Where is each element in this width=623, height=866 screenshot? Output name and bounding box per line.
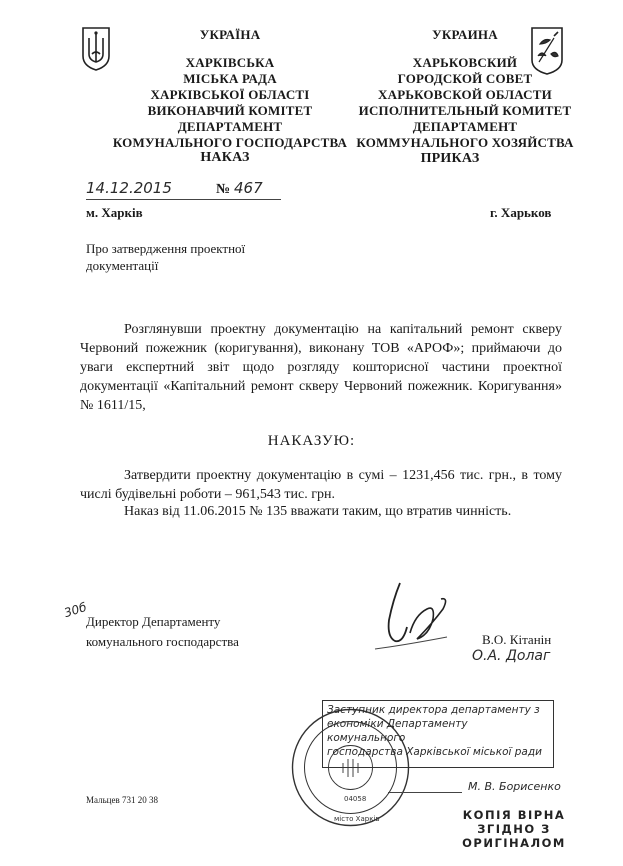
header-left-line: ХАРКІВСЬКОЇ ОБЛАСТІ <box>150 87 310 102</box>
seal-code: 04058 <box>344 795 367 803</box>
header-right <box>330 27 600 151</box>
copy-stamp-line: ОРИГІНАЛОМ <box>462 836 566 850</box>
order-date: 14.12.2015 <box>86 179 172 197</box>
order-word: НАКАЗУЮ: <box>267 433 356 449</box>
certifier-name: М. В. Борисенко <box>468 780 561 793</box>
director-signature <box>355 575 465 655</box>
header-right-line: ИСПОЛНИТЕЛЬНЫЙ КОМИТЕТ <box>358 103 572 118</box>
director-title-line: Директор Департаменту <box>86 614 221 629</box>
header-left-line: ВИКОНАВЧИЙ КОМІТЕТ <box>147 103 313 118</box>
certifier-signature-line <box>388 792 462 793</box>
margin-note: 30б <box>62 599 89 621</box>
director-title-line: комунального господарства <box>86 634 239 649</box>
header-left-line: ДЕПАРТАМЕНТ <box>177 119 283 134</box>
order-number-sign: № <box>216 182 231 197</box>
copy-stamp-line: ЗГІДНО З <box>477 822 551 836</box>
header-right-line: КОММУНАЛЬНОГО ХОЗЯЙСТВА <box>356 135 574 150</box>
director-title <box>86 612 239 652</box>
copy-stamp-line: КОПІЯ ВІРНА <box>462 808 566 822</box>
header-right-line: ХАРЬКОВСКИЙ <box>412 55 518 70</box>
header-left-line: МІСЬКА РАДА <box>183 71 277 86</box>
doc-type-right: ПРИКАЗ <box>420 151 480 166</box>
certification-line: господарства Харківської міської ради <box>327 746 542 758</box>
header-left-country: УКРАЇНА <box>199 27 261 42</box>
header-right-line: ГОРОДСКОЙ СОВЕТ <box>397 71 533 86</box>
clause-1: Затвердити проектну документацію в сумі – 1231,456 тис. грн., в тому числі будівельні роботи – 961,543 тис. грн. <box>80 468 562 502</box>
certification-line: Заступник директора департаменту з <box>327 704 540 716</box>
city-left: м. Харків <box>86 205 143 220</box>
footer-contact: Мальцев 731 20 38 <box>86 795 158 805</box>
subject-line: документації <box>86 258 159 273</box>
header-right-line: ХАРЬКОВСКОЙ ОБЛАСТИ <box>378 87 552 102</box>
header-left-line: КОМУНАЛЬНОГО ГОСПОДАРСТВА <box>112 135 348 150</box>
header-left <box>100 27 360 151</box>
handwritten-note: О.А. Долаг <box>472 648 551 664</box>
seal-city: місто Харків <box>334 815 380 823</box>
order-date-line <box>86 181 281 200</box>
city-right: г. Харьков <box>490 205 552 220</box>
certification-line: економіки Департаменту комунального <box>327 718 468 744</box>
header-right-line: ДЕПАРТАМЕНТ <box>412 119 518 134</box>
subject-line: Про затвердження проектної <box>86 241 246 256</box>
header-right-country: УКРАИНА <box>432 27 498 42</box>
order-subject <box>86 240 245 274</box>
director-name: В.О. Кітанін <box>482 632 552 647</box>
copy-certified-stamp <box>454 808 574 850</box>
doc-type-left: НАКАЗ <box>200 150 250 165</box>
certification-box <box>322 700 554 768</box>
preamble-paragraph: Розглянувши проектну документацію на капітальний ремонт скверу Червоний пожежник (коригування), виконану ТОВ «АРОФ»; приймаючи до уваги експертний звіт щодо розгляду кошторисної частини проектної документації «Капітальний ремонт скверу Червоний пожежник. Коригування» № 1611/15, <box>80 322 562 413</box>
order-number: 467 <box>234 179 263 197</box>
clause-2: Наказ від 11.06.2015 № 135 вважати таким, що втратив чинність. <box>124 504 512 519</box>
header-left-line: ХАРКІВСЬКА <box>185 55 275 70</box>
